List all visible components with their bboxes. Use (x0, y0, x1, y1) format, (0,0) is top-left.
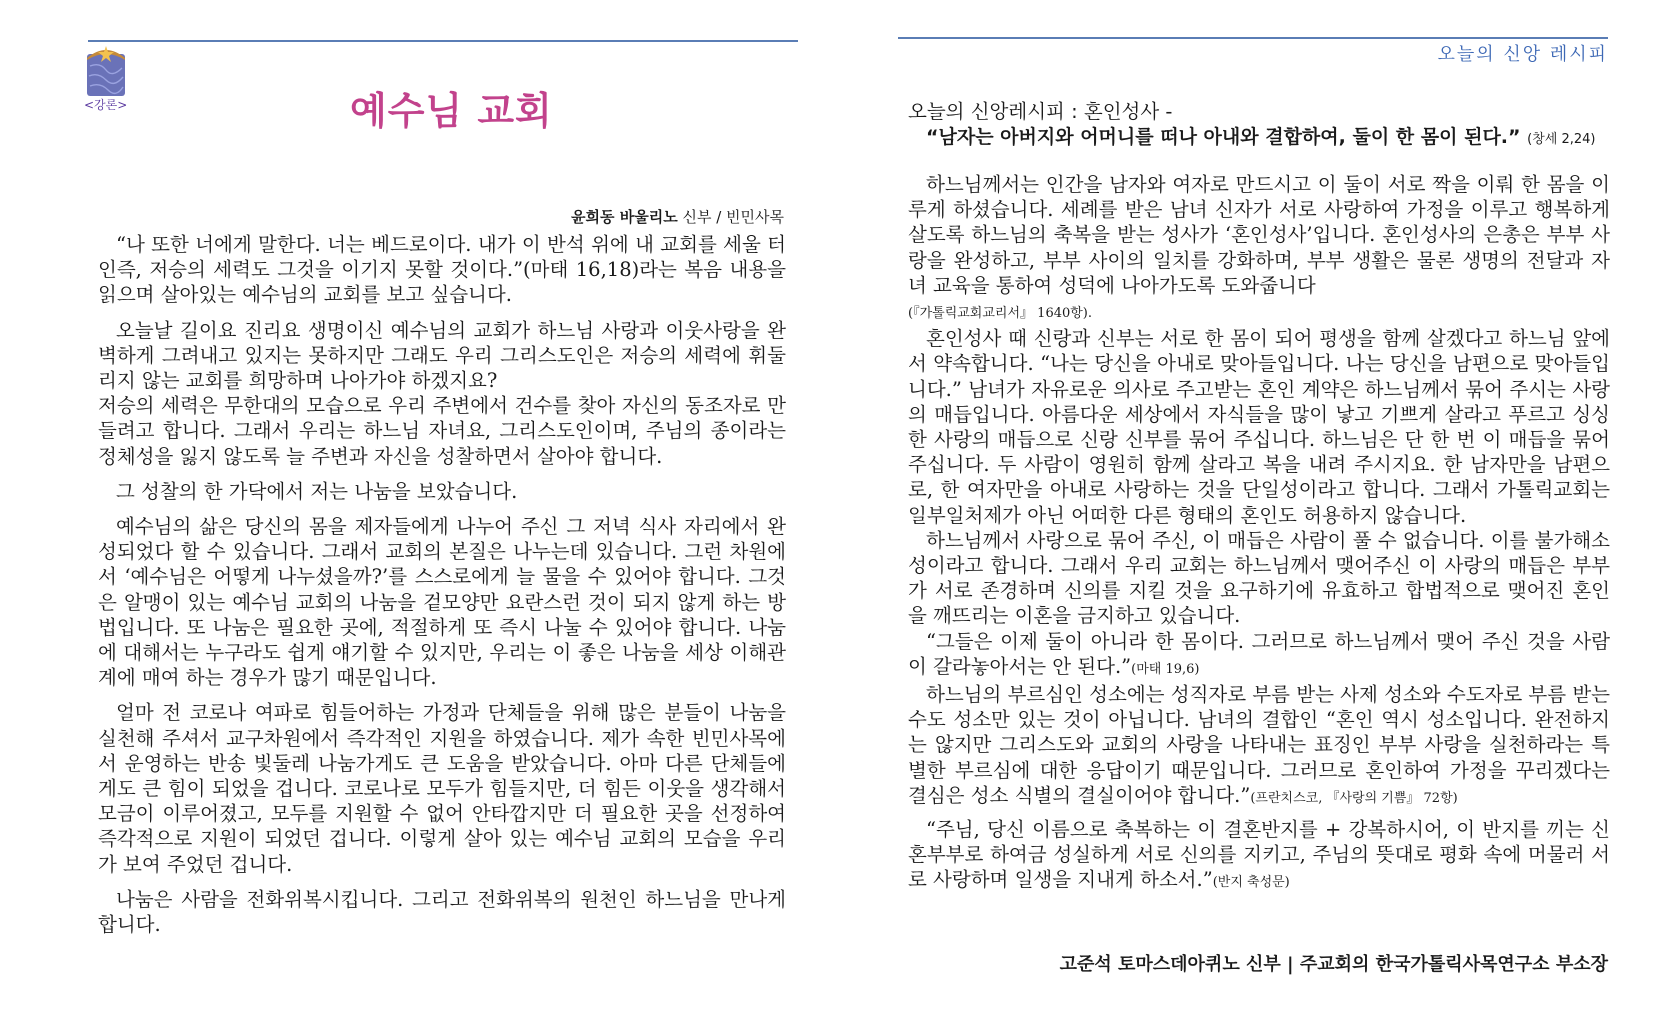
top-rule-right (898, 37, 1608, 39)
recipe-paragraph (908, 817, 1610, 896)
paragraph-text: 하느님께서는 인간을 남자와 여자로 만드시고 이 둘이 서로 짝을 이뤄 한 몸을 이루게 하셨습니다. 세례를 받은 남녀 신자가 서로 사랑하여 가정을 이루고 행복하게 살도록 하느님의 축복을 받는 성사가 ‘혼인성사’입니다. 혼인성사의 은총은 부부 사랑을 완성하고, 부부 사이의 일치를 강화하며, 부부 생활은 물론 생명의 전달과 자녀 교육을 통하여 성덕에 나아가도록 도와줍니다 (908, 173, 1610, 297)
recipe-body (908, 172, 1610, 896)
author-name: 윤희동 바울리노 (571, 208, 678, 226)
sermon-body (98, 232, 786, 947)
byline (571, 206, 784, 227)
paragraph-text: “주님, 당신 이름으로 축복하는 이 결혼반지를 + 강복하시어, 이 반지를 끼는 신혼부부로 하여금 성실하게 서로 신의를 지키고, 주님의 뜻대로 평화 속에 머물러 서로 사랑하며 일생을 지내게 하소서.” (908, 818, 1610, 892)
citation: (프란치스코, 『사랑의 기쁨』 72항) (1250, 790, 1458, 806)
author-signoff: 고준석 토마스데아퀴노 신부 | 주교회의 한국가톨릭사목연구소 부소장 (1059, 954, 1608, 975)
top-rule-left (88, 40, 798, 42)
sermon-logo-icon (86, 44, 126, 96)
recipe-paragraph (908, 172, 1610, 326)
sermon-paragraph: 나눔은 사람을 전화위복시킵니다. 그리고 전화위복의 원천인 하느님을 만나게 합니다. (98, 887, 786, 937)
citation: (『가톨릭교회교리서』 1640항). (908, 306, 1093, 322)
sermon-paragraph: “나 또한 너에게 말한다. 너는 베드로이다. 내가 이 반석 위에 내 교회를 세울 터인즉, 저승의 세력도 그것을 이기지 못할 것이다.”(마태 16,18)라는 복음 내용을 읽으며 살아있는 예수님의 교회를 보고 싶습니다. (98, 233, 786, 307)
author-role: 신부 / 빈민사목 (677, 208, 784, 226)
logo-caption: <강론> (84, 98, 128, 112)
page-title: 예수님 교회 (350, 89, 553, 133)
recipe-quote (926, 122, 1595, 149)
sermon-paragraph: 얼마 전 코로나 여파로 힘들어하는 가정과 단체들을 위해 많은 분들이 나눔을 실천해 주셔서 교구차원에서 즉각적인 지원을 하였습니다. 제가 속한 빈민사목에서 운영하는 반송 빛둘레 나눔가게도 큰 도움을 받았습니다. 아마 다른 단체들에게도 큰 힘이 되었을 겁니다. 코로나로 모두가 힘들지만, 더 힘든 이웃을 생각해서 모금이 이루어졌고, 모두를 지원할 수 없어 안타깝지만 더 필요한 곳을 선정하여 즉각적으로 지원이 되었던 겁니다. 이렇게 살아 있는 예수님 교회의 모습을 우리가 보여 주었던 겁니다. (98, 701, 786, 876)
sermon-paragraph: 예수님의 삶은 당신의 몸을 제자들에게 나누어 주신 그 저녁 식사 자리에서 완성되었다 할 수 있습니다. 그래서 교회의 본질은 나누는데 있습니다. 그런 차원에서 ‘예수님은 어떻게 나누셨을까?’를 스스로에게 늘 물을 수 있어야 합니다. 그것은 알맹이 있는 예수님 교회의 나눔을 겉모양만 요란스런 것이 되지 않게 하는 방법입니다. 또 나눔은 필요한 곳에, 적절하게 또 즉시 나눌 수 있어야 합니다. 나눔에 대해서는 누구라도 쉽게 얘기할 수 있지만, 우리는 이 좋은 나눔을 세상 이해관계에 매여 하는 경우가 많기 때문입니다. (98, 515, 786, 690)
citation: (마태 19,6) (1131, 661, 1200, 677)
paragraph-text: 하느님의 부르심인 성소에는 성직자로 부름 받는 사제 성소와 수도자로 부름 받는 수도 성소만 있는 것이 아닙니다. 남녀의 결합인 “혼인 역시 성소입니다. 완전하지는 않지만 그리스도와 교회의 사랑을 나타내는 표징인 부부 사랑을 실천하라는 특별한 부르심에 대한 응답이기 때문입니다. 그러므로 혼인하여 가정을 꾸리겠다는 결심은 성소 식별의 결실이어야 합니다.” (908, 683, 1610, 807)
quote-reference: (창세 2,24) (1527, 132, 1596, 147)
recipe-title: 오늘의 신앙레시피 : 혼인성사 - (908, 100, 1173, 123)
quote-text: “남자는 아버지와 어머니를 떠나 아내와 결합하여, 둘이 한 몸이 된다.” (926, 126, 1521, 148)
section-header: 오늘의 신앙 레시피 (1437, 44, 1608, 65)
sermon-paragraph: 저승의 세력은 무한대의 모습으로 우리 주변에서 건수를 찾아 자신의 동조자로 만들려고 합니다. 그래서 우리는 하느님 자녀요, 그리스도인이며, 주님의 종이라는 정체성을 잃지 않도록 늘 주변과 자신을 성찰하면서 살아야 합니다. (98, 394, 786, 468)
recipe-paragraph: 혼인성사 때 신랑과 신부는 서로 한 몸이 되어 평생을 함께 살겠다고 하느님 앞에서 약속합니다. “나는 당신을 아내로 맞아들입니다. 나는 당신을 남편으로 맞아들입니다.” 남녀가 자유로운 의사로 주고받는 혼인 계약은 하느님께서 묶어 주시는 사랑의 매듭입니다. 아름다운 세상에서 자식들을 많이 낳고 기쁘게 살라고 푸르고 싱싱한 사랑의 매듭으로 신랑 신부를 묶어 주십니다. 하느님은 단 한 번 이 매듭을 묶어 주십니다. 두 사람이 영원히 함께 살라고 복을 내려 주시지요. 한 남자만을 남편으로, 한 여자만을 아내로 사랑하는 것을 단일성이라고 합니다. 그래서 가톨릭교회는 일부일처제가 아닌 어떠한 다른 형태의 혼인도 허용하지 않습니다. (908, 327, 1610, 527)
recipe-paragraph: 하느님께서 사랑으로 묶어 주신, 이 매듭은 사람이 풀 수 없습니다. 이를 불가해소성이라고 합니다. 그래서 우리 교회는 하느님께서 맺어주신 이 사랑의 매듭은 부부가 서로 존경하며 신의를 지킬 것을 요구하기에 유효하고 합법적으로 맺어진 혼인을 깨뜨리는 이혼을 금지하고 있습니다. (908, 528, 1610, 628)
sermon-paragraph: 그 성찰의 한 가닥에서 저는 나눔을 보았습니다. (116, 479, 518, 503)
paragraph-text: “그들은 이제 둘이 아니라 한 몸이다. 그러므로 하느님께서 맺어 주신 것을 사람이 갈라놓아서는 안 된다.” (908, 629, 1610, 678)
recipe-paragraph (908, 629, 1610, 682)
citation: (반지 축성문) (1212, 875, 1290, 891)
sermon-paragraph: 오늘날 길이요 진리요 생명이신 예수님의 교회가 하느님 사랑과 이웃사랑을 완벽하게 그려내고 있지는 못하지만 그래도 우리 그리스도인은 저승의 세력에 휘둘리지 않는 교회를 희망하며 나아가야 하겠지요? (98, 318, 786, 393)
recipe-paragraph (908, 682, 1610, 811)
